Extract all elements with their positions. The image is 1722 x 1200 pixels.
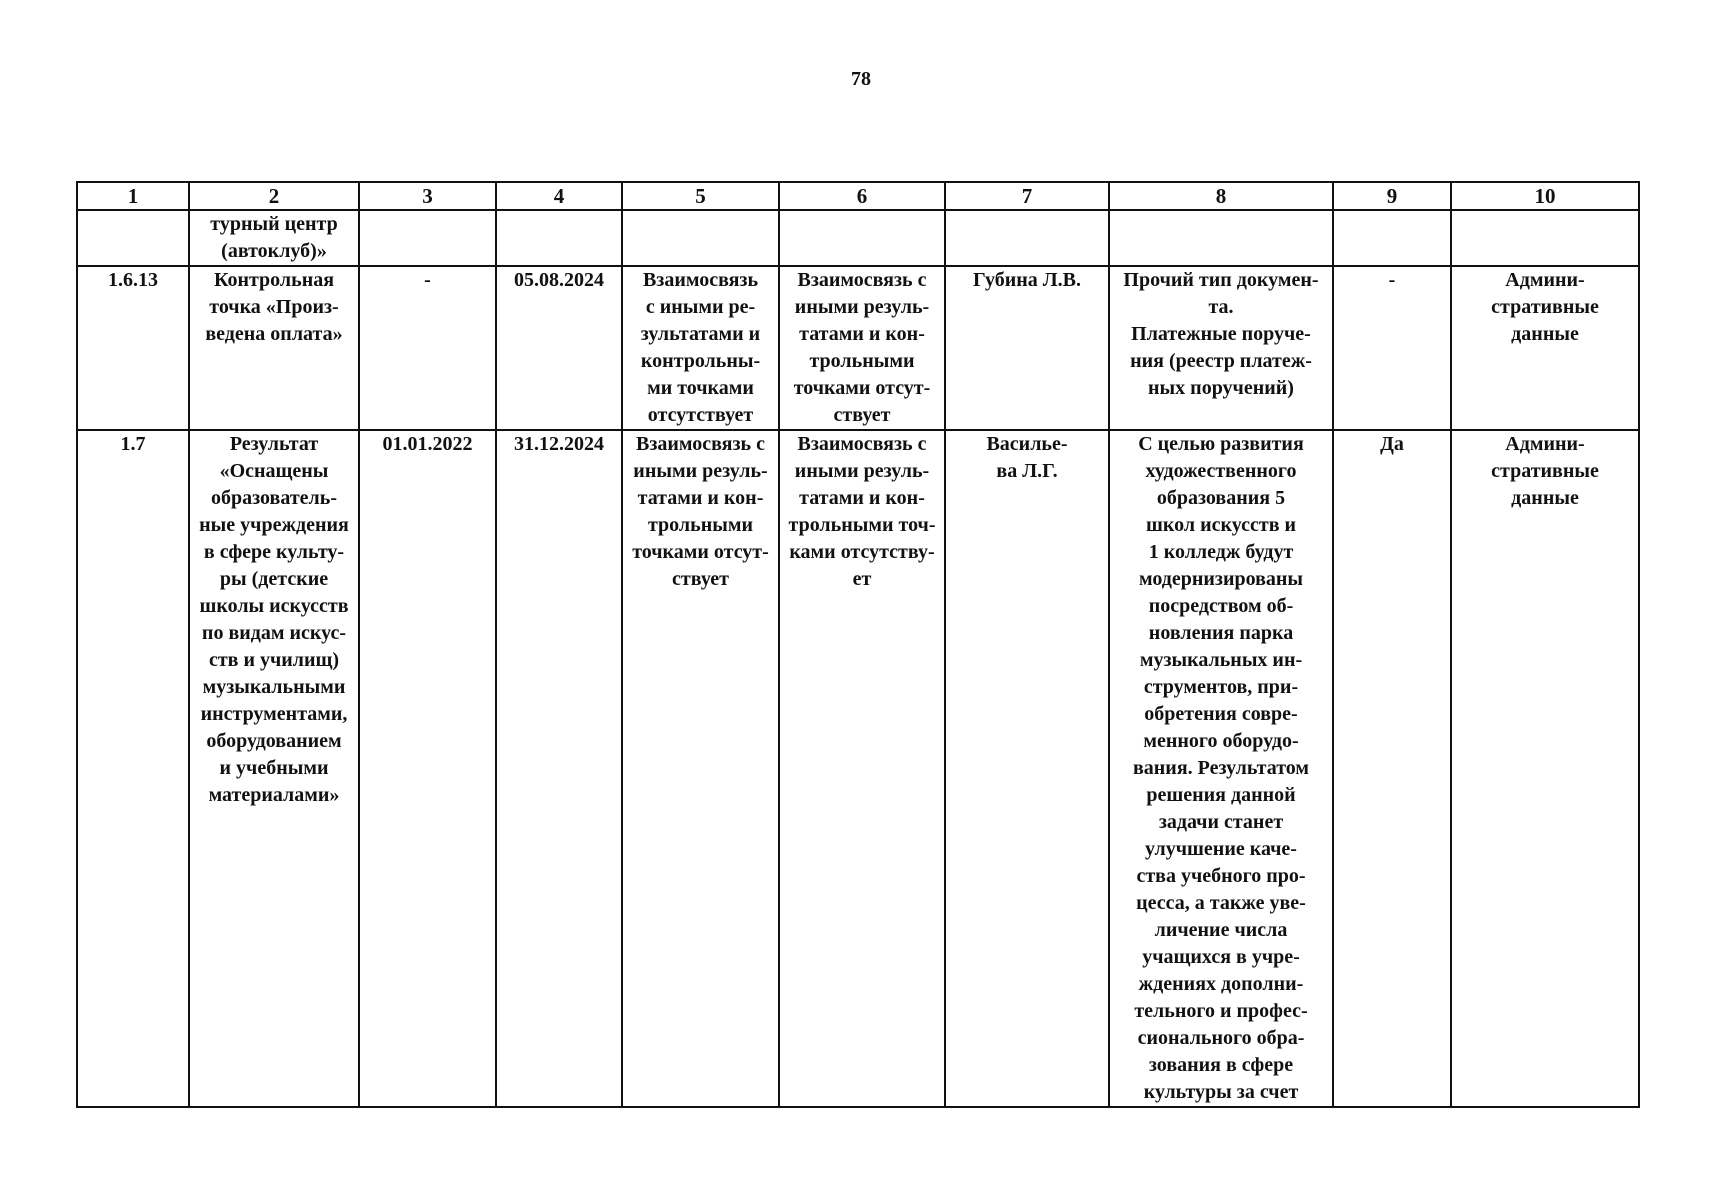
cell-info-system [1451,210,1639,266]
cell-start-date: - [359,266,496,430]
cell-name: Результат «Оснащены образователь- ные учреждения в сфере культу- ры (детские школы искусств по видам искус- ств и училищ) музыкальными инструментами, оборудованием и учебными материалами» [189,430,359,1107]
cell-number: 1.7 [77,430,189,1107]
cell-flag: Да [1333,430,1451,1107]
cell-end-date [496,210,622,266]
cell-flag: - [1333,266,1451,430]
header-cell: 3 [359,182,496,210]
header-cell: 8 [1109,182,1333,210]
table-row [77,266,1639,430]
cell-info-system: Админи- стративные данные [1451,266,1639,430]
header-cell: 10 [1451,182,1639,210]
cell-end-date: 05.08.2024 [496,266,622,430]
cell-predecessor [622,210,779,266]
cell-start-date: 01.01.2022 [359,430,496,1107]
cell-successor: Взаимосвязь с иными резуль- татами и кон- трольными точками отсут- ствует [779,266,945,430]
table-row [77,430,1639,1107]
cell-document: С целью развития художественного образования 5 школ искусств и 1 колледж будут модернизированы посредством об- новления парка музыкальных ин- струментов, при- обретения совре- менного оборудо- вания. Результатом решения данной задачи станет улучшение каче- ства учебного про- цесса, а также уве- личение числа учащихся в учре- ждениях дополни- тельного и профес- сионального обра- зования в сфере культуры за счет [1109,430,1333,1107]
header-cell: 7 [945,182,1109,210]
cell-document: Прочий тип докумен- та. Платежные поруче- ния (реестр платеж- ных поручений) [1109,266,1333,430]
document-table [76,181,1640,1108]
cell-predecessor: Взаимосвязь с иными резуль- татами и кон- трольными точками отсут- ствует [622,430,779,1107]
cell-document [1109,210,1333,266]
cell-responsible [945,210,1109,266]
cell-successor: Взаимосвязь с иными резуль- татами и кон- трольными точ- ками отсутству- ет [779,430,945,1107]
cell-number: 1.6.13 [77,266,189,430]
table-row [77,210,1639,266]
cell-end-date: 31.12.2024 [496,430,622,1107]
header-cell: 9 [1333,182,1451,210]
header-cell: 2 [189,182,359,210]
cell-number [77,210,189,266]
cell-name: турный центр (автоклуб)» [189,210,359,266]
header-cell: 6 [779,182,945,210]
header-cell: 1 [77,182,189,210]
cell-start-date [359,210,496,266]
cell-name: Контрольная точка «Произ- ведена оплата» [189,266,359,430]
cell-responsible: Губина Л.В. [945,266,1109,430]
cell-responsible: Василье- ва Л.Г. [945,430,1109,1107]
cell-successor [779,210,945,266]
page-number: 78 [851,68,871,90]
header-cell: 5 [622,182,779,210]
table-header-row [77,182,1639,210]
cell-flag [1333,210,1451,266]
cell-info-system: Админи- стративные данные [1451,430,1639,1107]
cell-predecessor: Взаимосвязь с иными ре- зультатами и контрольны- ми точками отсутствует [622,266,779,430]
header-cell: 4 [496,182,622,210]
